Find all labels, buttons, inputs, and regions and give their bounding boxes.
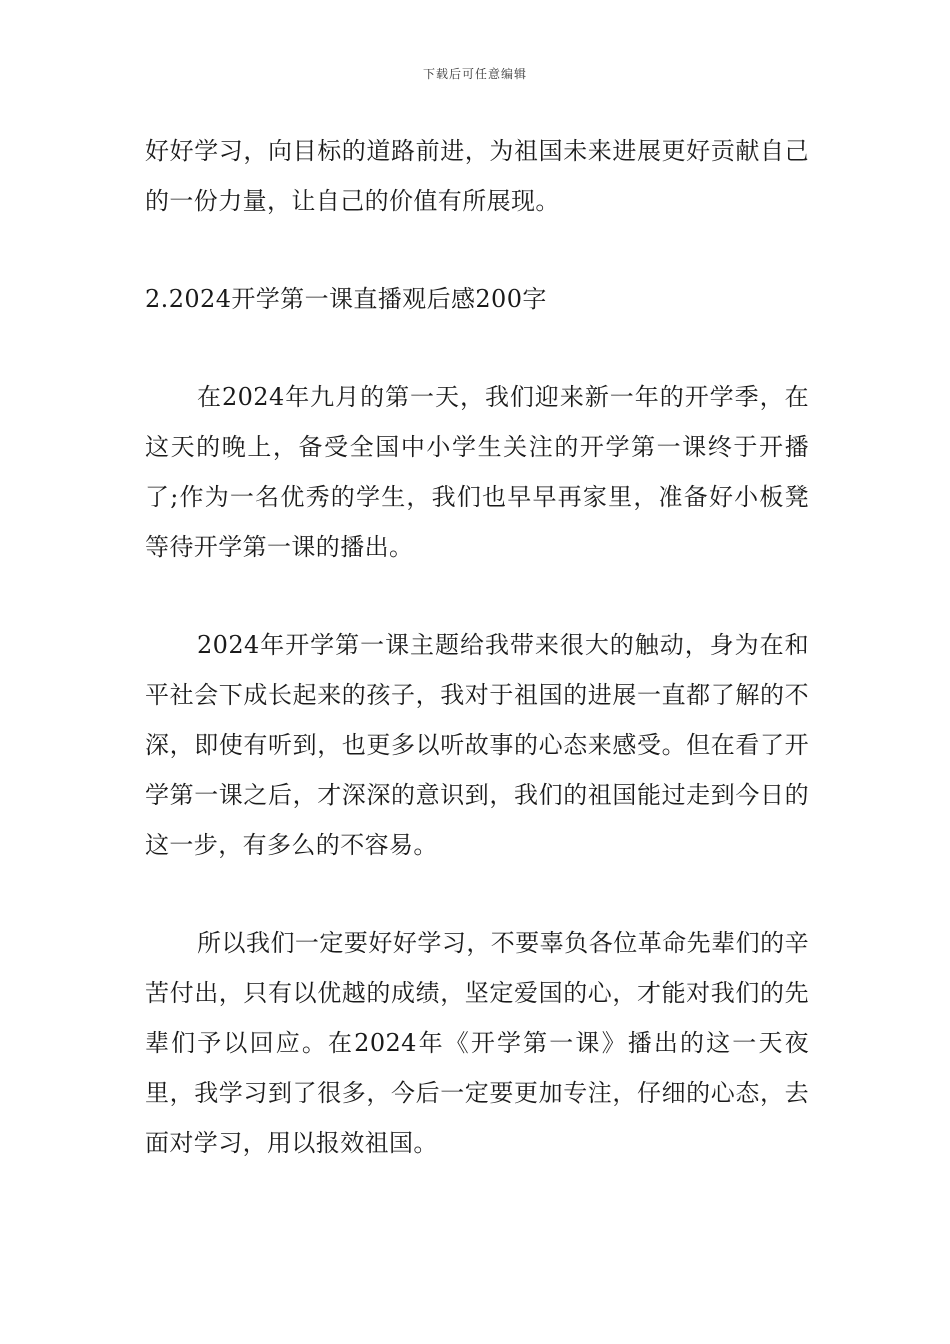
- paragraph-intro-continued: 好好学习，向目标的道路前进，为祖国未来进展更好贡献自己的一份力量，让自己的价值有所展现。: [145, 137, 809, 215]
- section-heading: 2.2024开学第一课直播观后感200字: [145, 285, 547, 313]
- document-body: [145, 126, 809, 1168]
- paragraph-2: 2024年开学第一课主题给我带来很大的触动，身为在和平社会下成长起来的孩子，我对于祖国的进展一直都了解的不深，即使有听到，也更多以听故事的心态来感受。但在看了开学第一课之后，才深深的意识到，我们的祖国能过走到今日的这一步，有多么的不容易。: [145, 631, 809, 859]
- paragraph-1: 在2024年九月的第一天，我们迎来新一年的开学季，在这天的晚上，备受全国中小学生关注的开学第一课终于开播了;作为一名优秀的学生，我们也早早再家里，准备好小板凳等待开学第一课的播出。: [145, 383, 809, 561]
- page-header: 下载后可任意编辑: [422, 67, 527, 81]
- paragraph-3: 所以我们一定要好好学习，不要辜负各位革命先辈们的辛苦付出，只有以优越的成绩，坚定爱国的心，才能对我们的先辈们予以回应。在2024年《开学第一课》播出的这一天夜里，我学习到了很多，今后一定要更加专注，仔细的心态，去面对学习，用以报效祖国。: [145, 929, 809, 1157]
